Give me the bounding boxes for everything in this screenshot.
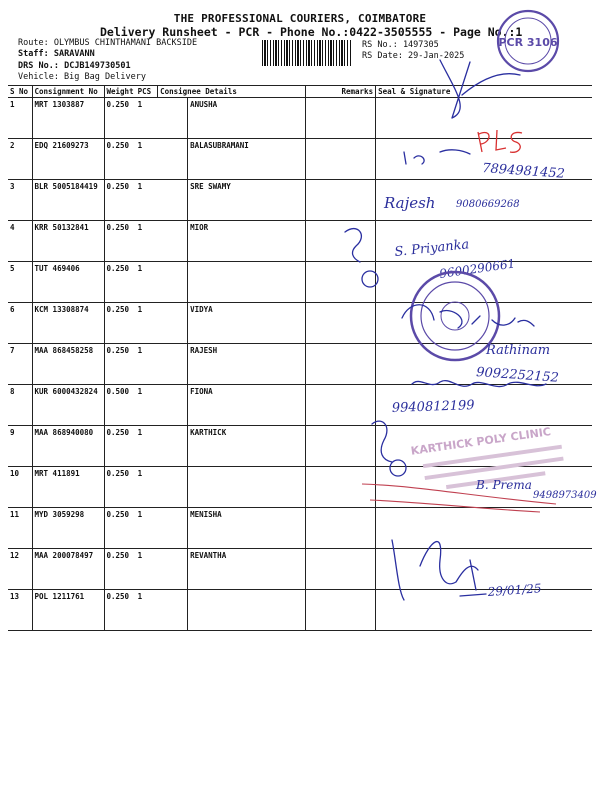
- cell-consignment: KCM 13308874: [32, 303, 104, 344]
- hw-phone-row2: 7894981452: [481, 161, 566, 182]
- clinic-name: KARTHICK POLY CLINIC: [409, 425, 552, 458]
- cell-pcs: 1: [136, 344, 158, 385]
- cell-pcs: 1: [136, 385, 158, 426]
- col-sno: S No: [8, 86, 32, 98]
- cell-consignee: BALASUBRAMANI: [188, 139, 306, 180]
- cell-pcs: 1: [136, 549, 158, 590]
- cell-weight: 0.250: [104, 344, 136, 385]
- drs-label: DRS No.:: [18, 61, 59, 71]
- cell-pcs: 1: [136, 508, 158, 549]
- staff-value: SARAVANN: [53, 49, 95, 59]
- cell-consignee: MIOR: [188, 221, 306, 262]
- drs-value: DCJB149730501: [64, 61, 131, 71]
- cell-sno: 2: [8, 139, 32, 180]
- cell-consignment: EDQ 21609273: [32, 139, 104, 180]
- cell-consignee: SRE SWAMY: [188, 180, 306, 221]
- cell-sno: 7: [8, 344, 32, 385]
- col-consignment: Consignment No: [32, 86, 104, 98]
- cell-sno: 6: [8, 303, 32, 344]
- cell-sno: 11: [8, 508, 32, 549]
- hw-phone-row8: 9940812199: [391, 398, 475, 416]
- cell-weight: 0.500: [104, 385, 136, 426]
- hw-date-row13: 29/01/25: [487, 581, 542, 599]
- runsheet-subtitle: Delivery Runsheet - PCR - Phone No.:0422-3505555 - Page No.:1: [100, 25, 523, 39]
- cell-weight: 0.250: [104, 549, 136, 590]
- cell-pcs: 1: [136, 303, 158, 344]
- cell-consignment: BLR 5005184419: [32, 180, 104, 221]
- cell-sno: 3: [8, 180, 32, 221]
- cell-consignment: MAA 868940080: [32, 426, 104, 467]
- company-title: THE PROFESSIONAL COURIERS, COIMBATORE: [173, 12, 427, 25]
- cell-consignment: KRR 50132841: [32, 221, 104, 262]
- vehicle-label: Vehicle: Big Bag Delivery: [18, 72, 146, 82]
- cell-weight: 0.250: [104, 98, 136, 139]
- cell-sno: 9: [8, 426, 32, 467]
- cell-weight: 0.250: [104, 590, 136, 631]
- rs-number: RS No.: 1497305: [362, 40, 439, 50]
- cell-consignment: MYD 3059298: [32, 508, 104, 549]
- cell-pcs: 1: [136, 98, 158, 139]
- cell-weight: 0.250: [104, 467, 136, 508]
- cell-consignment: POL 1211761: [32, 590, 104, 631]
- cell-sno: 10: [8, 467, 32, 508]
- cell-sno: 5: [8, 262, 32, 303]
- cell-sno: 1: [8, 98, 32, 139]
- route-label: Route: OLYMBUS CHINTHAMANI BACKSIDE: [18, 38, 198, 48]
- hw-name-row5: S. Priyanka: [393, 237, 470, 260]
- hw-phone-row11: 9498973409: [533, 490, 597, 501]
- cell-pcs: 1: [136, 426, 158, 467]
- hw-phone-row3: 9080669268: [456, 199, 520, 210]
- cell-sno: 8: [8, 385, 32, 426]
- cell-sno: 13: [8, 590, 32, 631]
- cell-consignee: ANUSHA: [188, 98, 306, 139]
- cell-consignment: MRT 411891: [32, 467, 104, 508]
- pcr-stamp: [498, 11, 558, 71]
- cell-weight: 0.250: [104, 303, 136, 344]
- cell-consignment: TUT 469406: [32, 262, 104, 303]
- cell-consignment: MRT 1303887: [32, 98, 104, 139]
- cell-consignee: RAJESH: [188, 344, 306, 385]
- cell-pcs: 1: [136, 262, 158, 303]
- hw-phone-row5: 9600290661: [438, 256, 517, 281]
- hw-name-row11: B. Prema: [476, 478, 532, 492]
- cell-consignee: FIONA: [188, 385, 306, 426]
- cell-sno: 4: [8, 221, 32, 262]
- cell-weight: 0.250: [104, 262, 136, 303]
- cell-weight: 0.250: [104, 139, 136, 180]
- rs-date: RS Date: 29-Jan-2025: [362, 51, 465, 61]
- cell-consignment: MAA 868458258: [32, 344, 104, 385]
- cell-weight: 0.250: [104, 426, 136, 467]
- cell-pcs: 1: [136, 590, 158, 631]
- cell-consignee: KARTHICK: [188, 426, 306, 467]
- hw-name-row7: Rathinam: [486, 343, 551, 358]
- cell-weight: 0.250: [104, 180, 136, 221]
- cell-pcs: 1: [136, 467, 158, 508]
- cell-weight: 0.250: [104, 221, 136, 262]
- cell-pcs: 1: [136, 180, 158, 221]
- col-consignee: Consignee Details: [158, 86, 306, 98]
- cell-consignment: MAA 200078497: [32, 549, 104, 590]
- staff-label: Staff:: [18, 49, 49, 59]
- cell-consignee: VIDYA: [188, 303, 306, 344]
- hw-phone-row7: 9092252152: [475, 365, 560, 386]
- col-remarks: Remarks: [306, 86, 376, 98]
- hw-name-row3: Rajesh: [384, 194, 436, 212]
- cell-consignee: REVANTHA: [188, 549, 306, 590]
- cell-pcs: 1: [136, 221, 158, 262]
- cell-consignee: MENISHA: [188, 508, 306, 549]
- cell-consignment: KUR 6000432824: [32, 385, 104, 426]
- col-pcs: PCS: [136, 86, 158, 98]
- cell-pcs: 1: [136, 139, 158, 180]
- stamp-text: PCR 3106: [498, 36, 558, 49]
- col-signature: Seal & Signature: [376, 86, 592, 98]
- cell-weight: 0.250: [104, 508, 136, 549]
- col-weight: Weight: [104, 86, 136, 98]
- cell-sno: 12: [8, 549, 32, 590]
